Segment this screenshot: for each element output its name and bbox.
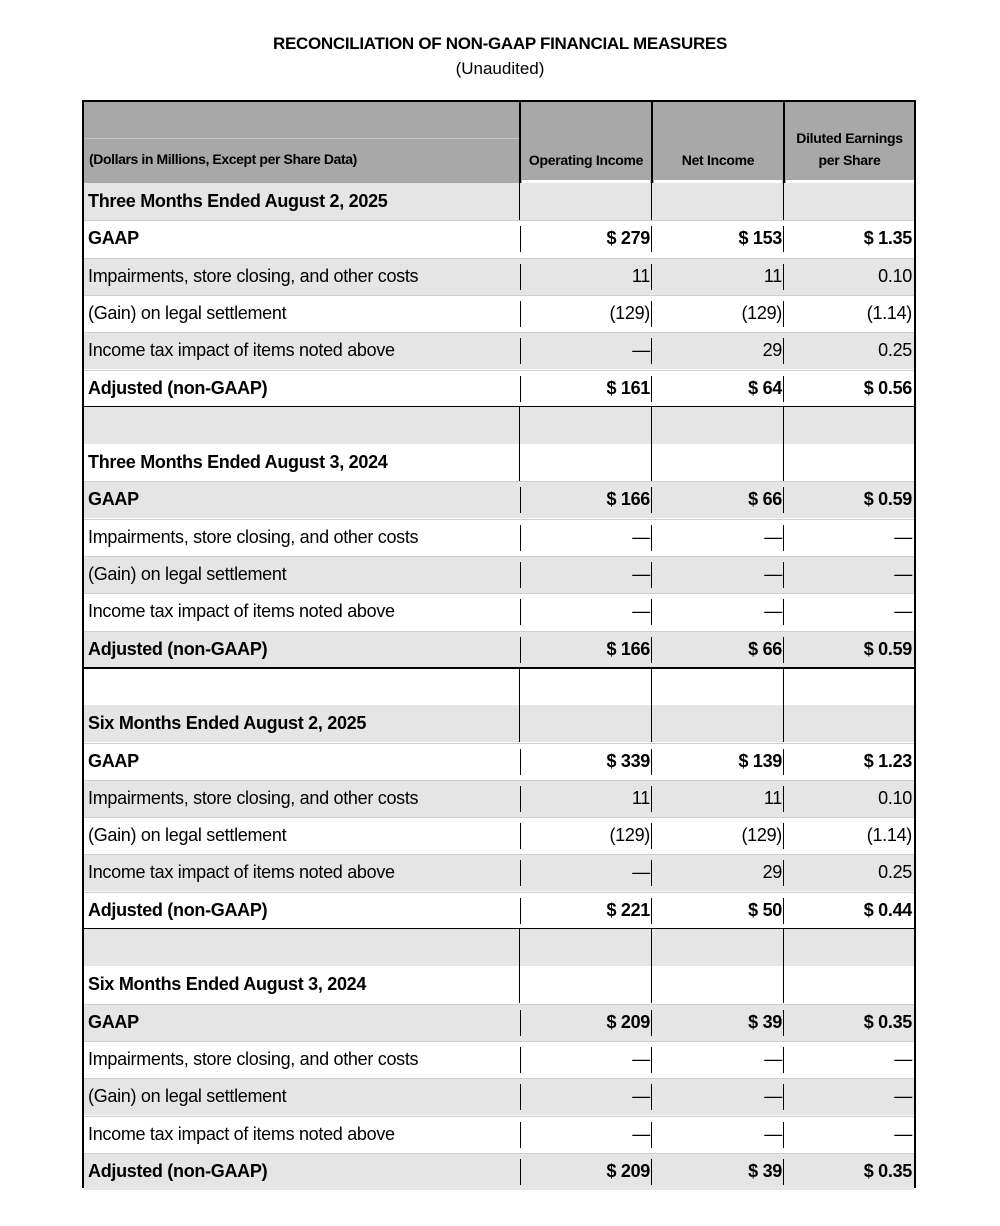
diluted-eps-value: (1.14)	[866, 302, 912, 323]
diluted-eps-value: $ 0.44	[863, 899, 912, 920]
reconciliation-table	[82, 100, 916, 1188]
section-heading-label: Six Months Ended August 2, 2025	[88, 713, 367, 734]
operating-income-value: $ 209	[606, 1011, 650, 1032]
diluted-eps-value: $ 1.23	[863, 750, 912, 771]
operating-income-value: $ 209	[606, 1160, 650, 1181]
operating-income-value: —	[632, 526, 650, 547]
row-label: Adjusted (non-GAAP)	[88, 638, 268, 659]
table-row	[84, 593, 914, 630]
table-row	[84, 892, 914, 929]
spacer-row	[84, 668, 914, 705]
net-income-value: $ 50	[748, 899, 782, 920]
table-row	[84, 295, 914, 332]
operating-income-value: —	[632, 340, 650, 361]
diluted-eps-value: $ 0.35	[863, 1160, 912, 1181]
diluted-eps-value: $ 1.35	[863, 228, 912, 249]
row-label: Adjusted (non-GAAP)	[88, 899, 268, 920]
diluted-eps-value: 0.10	[878, 265, 912, 286]
table-row	[84, 1078, 914, 1115]
table-row	[84, 854, 914, 891]
operating-income-value: 11	[631, 787, 650, 808]
table-row	[84, 556, 914, 593]
diluted-eps-value: —	[894, 1123, 912, 1144]
net-income-value: 11	[763, 265, 782, 286]
net-income-value: 11	[763, 787, 782, 808]
header-units-label: (Dollars in Millions, Except per Share Data)	[89, 151, 357, 167]
section-heading	[84, 705, 914, 742]
operating-income-value: $ 279	[606, 228, 650, 249]
operating-income-value: $ 166	[606, 638, 650, 659]
diluted-eps-value: 0.25	[878, 862, 912, 883]
net-income-value: —	[764, 1086, 782, 1107]
table-row	[84, 1041, 914, 1078]
row-label: GAAP	[88, 1011, 139, 1032]
diluted-eps-value: —	[894, 526, 912, 547]
table-row	[84, 370, 914, 407]
row-label: (Gain) on legal settlement	[88, 302, 287, 323]
row-label: GAAP	[88, 228, 139, 249]
section-heading	[84, 183, 914, 220]
diluted-eps-value: —	[894, 1086, 912, 1107]
section-heading-label: Three Months Ended August 3, 2024	[88, 452, 388, 473]
spacer-row	[84, 929, 914, 966]
operating-income-value: $ 339	[606, 750, 650, 771]
diluted-eps-value: $ 0.35	[863, 1011, 912, 1032]
row-label: Impairments, store closing, and other costs	[88, 526, 419, 547]
operating-income-value: $ 166	[606, 489, 650, 510]
row-label: Adjusted (non-GAAP)	[88, 1160, 268, 1181]
net-income-value: $ 139	[738, 750, 782, 771]
net-income-value: —	[764, 1123, 782, 1144]
table-row	[84, 220, 914, 257]
table-row	[84, 481, 914, 518]
table-row	[84, 631, 914, 668]
table-row	[84, 780, 914, 817]
diluted-eps-value: $ 0.56	[863, 377, 912, 398]
diluted-eps-value: 0.25	[878, 340, 912, 361]
diluted-eps-value: $ 0.59	[863, 638, 912, 659]
report-title: RECONCILIATION OF NON-GAAP FINANCIAL MEASURES	[272, 34, 727, 53]
net-income-value: —	[764, 1048, 782, 1069]
net-income-value: (129)	[741, 825, 782, 846]
table-row	[84, 743, 914, 780]
net-income-value: $ 39	[748, 1160, 782, 1181]
header-diluted-eps: Diluted Earnings per Share	[796, 130, 903, 168]
operating-income-value: 11	[631, 265, 650, 286]
operating-income-value: —	[632, 862, 650, 883]
net-income-value: 29	[762, 862, 782, 883]
row-label: Income tax impact of items noted above	[88, 1123, 395, 1144]
operating-income-value: —	[632, 1086, 650, 1107]
table-row	[84, 519, 914, 556]
spacer-row	[84, 407, 914, 444]
row-label: (Gain) on legal settlement	[88, 564, 287, 584]
operating-income-value: —	[632, 1123, 650, 1144]
net-income-value: —	[764, 526, 782, 547]
net-income-value: (129)	[741, 302, 782, 323]
header-operating-income: Operating Income	[528, 152, 644, 168]
net-income-value: $ 66	[748, 638, 782, 659]
net-income-value: $ 64	[748, 377, 782, 398]
row-label: Income tax impact of items noted above	[88, 601, 395, 622]
table-row	[84, 1153, 914, 1190]
row-label: Income tax impact of items noted above	[88, 340, 395, 361]
section-heading	[84, 966, 914, 1003]
row-label: Impairments, store closing, and other costs	[88, 265, 419, 286]
net-income-value: —	[764, 601, 782, 622]
diluted-eps-value: 0.10	[878, 787, 912, 808]
operating-income-value: $ 221	[606, 899, 650, 920]
row-label: GAAP	[88, 750, 139, 771]
table-row	[84, 258, 914, 295]
row-label: Impairments, store closing, and other costs	[88, 1048, 419, 1069]
row-label: Adjusted (non-GAAP)	[88, 377, 268, 398]
diluted-eps-value: (1.14)	[866, 825, 912, 846]
table-row	[84, 1004, 914, 1041]
net-income-value: $ 153	[738, 228, 782, 249]
row-label: (Gain) on legal settlement	[88, 1086, 287, 1107]
table-header	[84, 102, 914, 184]
table-row	[84, 1116, 914, 1153]
section-heading-label: Three Months Ended August 2, 2025	[88, 191, 388, 211]
section-heading	[84, 444, 914, 481]
diluted-eps-value: —	[894, 601, 912, 622]
operating-income-value: (129)	[609, 825, 650, 846]
report-subtitle: (Unaudited)	[455, 59, 545, 78]
section-heading-label: Six Months Ended August 3, 2024	[88, 974, 367, 995]
net-income-value: 29	[762, 340, 782, 361]
header-net-income: Net Income	[681, 152, 755, 168]
net-income-value: —	[764, 564, 782, 584]
net-income-value: $ 39	[748, 1011, 782, 1032]
operating-income-value: —	[632, 1048, 650, 1069]
diluted-eps-value: —	[894, 1048, 912, 1069]
row-label: Impairments, store closing, and other costs	[88, 787, 419, 808]
net-income-value: $ 66	[748, 489, 782, 510]
operating-income-value: —	[632, 564, 650, 584]
table-row	[84, 332, 914, 369]
row-label: Income tax impact of items noted above	[88, 862, 395, 883]
operating-income-value: $ 161	[606, 377, 650, 398]
diluted-eps-value: —	[894, 564, 912, 584]
row-label: GAAP	[88, 489, 139, 510]
operating-income-value: —	[632, 601, 650, 622]
diluted-eps-value: $ 0.59	[863, 489, 912, 510]
operating-income-value: (129)	[609, 302, 650, 323]
row-label: (Gain) on legal settlement	[88, 825, 287, 846]
table-row	[84, 817, 914, 854]
